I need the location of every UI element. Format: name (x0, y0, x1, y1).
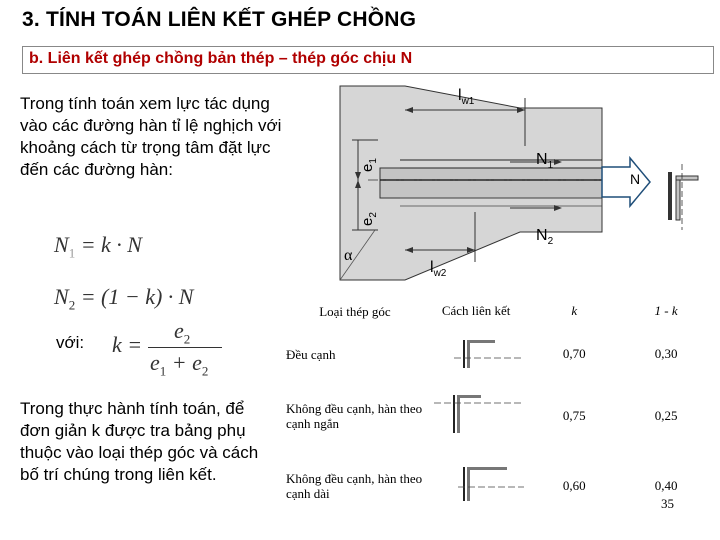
row-k: 0,60 (562, 478, 586, 493)
row-type: Đều cạnh (286, 346, 336, 362)
equal-angle-sketch-icon (424, 332, 524, 372)
label-n: N (630, 171, 641, 187)
force-arrow (602, 158, 650, 206)
header-connection: Cách liên kết (441, 303, 511, 318)
formula-k-denominator: $e_1 + e_2$ (150, 350, 209, 379)
unequal-short-leg-sketch-icon (424, 389, 524, 439)
formula-n2-sub: 2 (68, 297, 76, 313)
row-one-minus-k: 0,30 (654, 346, 678, 361)
row-connection-sketch (424, 382, 528, 450)
label-n2: $N_2$ (536, 227, 554, 247)
label-alpha: α (344, 247, 353, 264)
section-angle (676, 176, 698, 220)
formula-n1-lhs: N (54, 232, 69, 257)
with-label: với: (56, 333, 85, 352)
angle-member (380, 168, 602, 198)
label-e2: $e_2$ (359, 212, 379, 226)
formula-n2 (54, 284, 193, 313)
unequal-long-leg-sketch-icon (424, 461, 524, 507)
table-row (282, 326, 712, 382)
formula-n2-rhs: = (1 − k) · N (80, 284, 194, 309)
header-angle-type: Loại thép góc (319, 303, 391, 319)
label-n1: $N_1$ (536, 151, 554, 171)
table-header-row (282, 296, 712, 326)
formula-k-numerator: $e_2$ (174, 318, 191, 347)
label-lw2: $l_{w2}$ (430, 259, 447, 279)
label-lw1: $l_{w1}$ (458, 87, 475, 107)
table-row (282, 450, 712, 522)
formula-n1-sub: 1 (68, 245, 76, 261)
intro-paragraph: Trong tính toán xem lực tác dụng vào các đường hàn tỉ lệ nghịch với khoảng cách từ trọng tâm đặt lực đến các đường hàn: (20, 94, 282, 179)
header-one-minus-k: 1 - k (654, 303, 678, 318)
formula-k (112, 318, 224, 378)
row-connection-sketch (424, 450, 528, 522)
formula-n1 (54, 232, 142, 261)
slide-title: 3. TÍNH TOÁN LIÊN KẾT GHÉP CHỒNG (22, 8, 417, 31)
slide-subtitle: b. Liên kết ghép chồng bản thép – thép góc chịu N (29, 50, 413, 67)
row-type: Không đều cạnh, hàn theo cạnh ngắn (286, 401, 423, 431)
row-k: 0,70 (562, 346, 586, 361)
table-row (282, 382, 712, 450)
formula-n2-lhs: N (54, 284, 69, 309)
joint-diagram (300, 80, 712, 290)
k-coefficient-table (282, 296, 712, 522)
row-type: Không đều cạnh, hàn theo cạnh dài (286, 471, 423, 501)
formula-n1-rhs: = k · N (80, 232, 142, 257)
row-k: 0,75 (562, 408, 586, 423)
header-k: k (571, 303, 578, 318)
row-one-minus-k: 0,40 (654, 478, 678, 493)
fraction-bar (148, 347, 222, 348)
formula-k-lhs: k = (112, 332, 143, 357)
subtitle-box (22, 46, 714, 74)
label-e1: $e_1$ (359, 158, 379, 172)
section-plate (668, 172, 672, 220)
page-number: 35 (661, 496, 674, 511)
bottom-paragraph: Trong thực hành tính toán, để đơn giản k được tra bảng phụ thuộc vào loại thép góc và cách bố trí chúng trong liên kết. (20, 399, 259, 484)
row-one-minus-k: 0,25 (654, 408, 678, 423)
row-connection-sketch (424, 326, 528, 382)
